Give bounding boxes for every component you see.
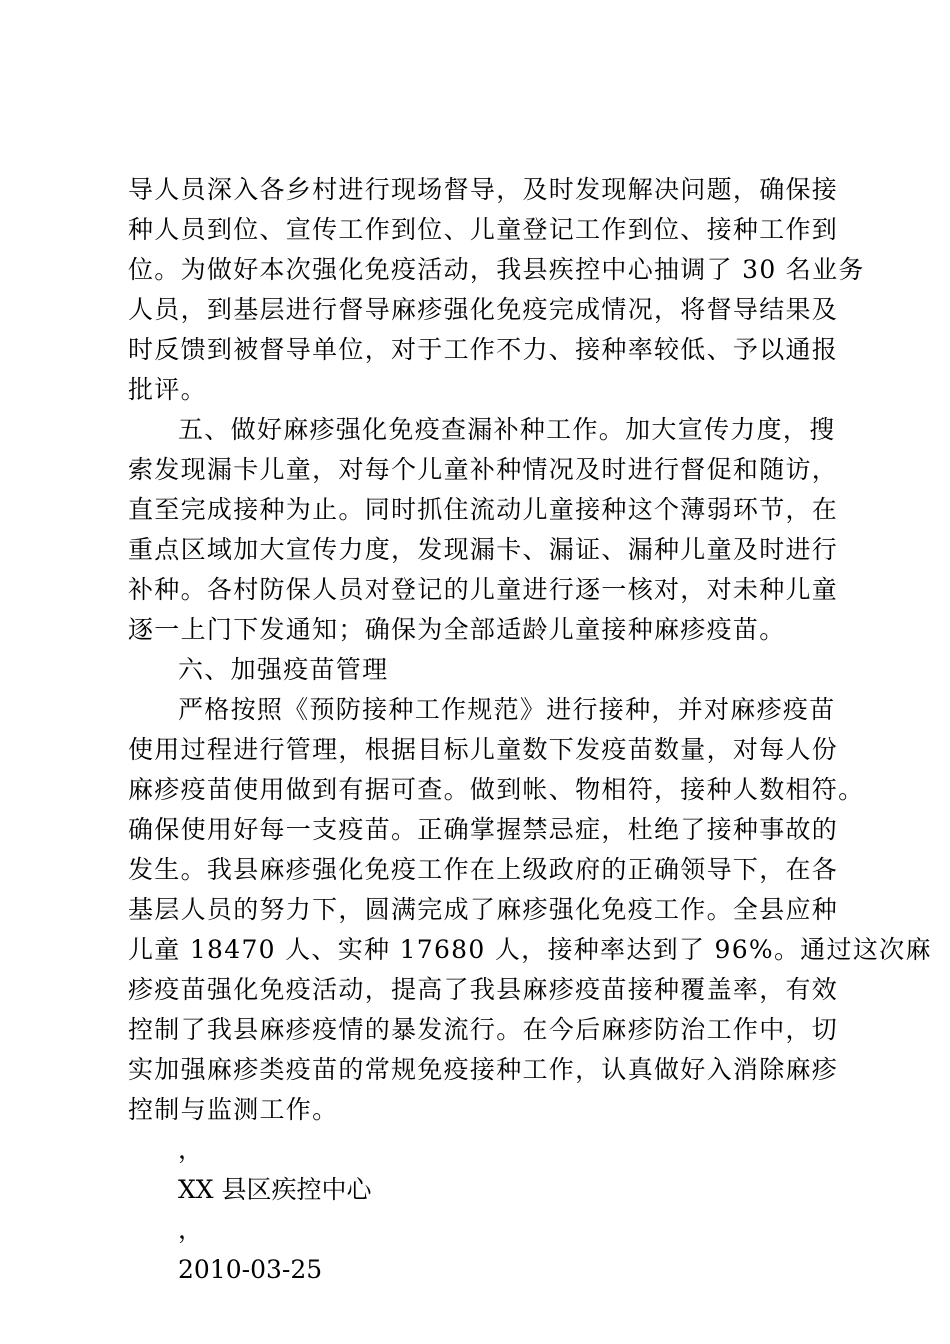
paragraph-line: 基层人员的努力下，圆满完成了麻疹强化免疫工作。全县应种	[128, 895, 839, 924]
paragraph-line: 实加强麻疹类疫苗的常规免疫接种工作，认真做好入消除麻疹	[128, 1055, 839, 1084]
paragraph-line: 批评。	[128, 375, 207, 404]
signature-organization: XX 县区疾控中心	[178, 1175, 372, 1204]
paragraph-line: 使用过程进行管理，根据目标儿童数下发疫苗数量，对每人份	[128, 735, 839, 764]
paragraph-line: 索发现漏卡儿童，对每个儿童补种情况及时进行督促和随访，	[128, 455, 839, 484]
paragraph-line: 导人员深入各乡村进行现场督导，及时发现解决问题，确保接	[128, 175, 839, 204]
paragraph-line: 疹疫苗强化免疫活动，提高了我县麻疹疫苗接种覆盖率，有效	[128, 975, 839, 1004]
paragraph-line: 种人员到位、宣传工作到位、儿童登记工作到位、接种工作到	[128, 215, 839, 244]
section-heading-5: 五、做好麻疹强化免疫查漏补种工作。加大宣传力度，搜	[178, 415, 836, 444]
paragraph-line: 麻疹疫苗使用做到有据可查。做到帐、物相符，接种人数相符。	[128, 775, 865, 804]
paragraph-line: 发生。我县麻疹强化免疫工作在上级政府的正确领导下，在各	[128, 855, 839, 884]
paragraph-line: 控制与监测工作。	[128, 1095, 339, 1124]
paragraph-line: 时反馈到被督导单位，对于工作不力、接种率较低、予以通报	[128, 335, 839, 364]
paragraph-line: 确保使用好每一支疫苗。正确掌握禁忌症，杜绝了接种事故的	[128, 815, 839, 844]
paragraph-line: 儿童 18470 人、实种 17680 人，接种率达到了 96%。通过这次麻	[128, 935, 932, 964]
signature-comma: ，	[178, 1135, 204, 1164]
paragraph-line: 人员，到基层进行督导麻疹强化免疫完成情况，将督导结果及	[128, 295, 839, 324]
paragraph-line: 位。为做好本次强化免疫活动，我县疾控中心抽调了 30 名业务	[128, 255, 865, 284]
paragraph-line: 严格按照《预防接种工作规范》进行接种，并对麻疹疫苗	[178, 695, 836, 724]
paragraph-line: 重点区域加大宣传力度，发现漏卡、漏证、漏种儿童及时进行	[128, 535, 839, 564]
paragraph-line: 控制了我县麻疹疫情的暴发流行。在今后麻疹防治工作中，切	[128, 1015, 839, 1044]
paragraph-line: 直至完成接种为止。同时抓住流动儿童接种这个薄弱环节，在	[128, 495, 839, 524]
signature-date: 2010-03-25	[178, 1255, 323, 1284]
section-heading-6: 六、加强疫苗管理	[178, 655, 389, 684]
signature-comma: ，	[178, 1215, 204, 1244]
paragraph-line: 补种。各村防保人员对登记的儿童进行逐一核对，对未种儿童	[128, 575, 839, 604]
paragraph-line: 逐一上门下发通知；确保为全部适龄儿童接种麻疹疫苗。	[128, 615, 786, 644]
